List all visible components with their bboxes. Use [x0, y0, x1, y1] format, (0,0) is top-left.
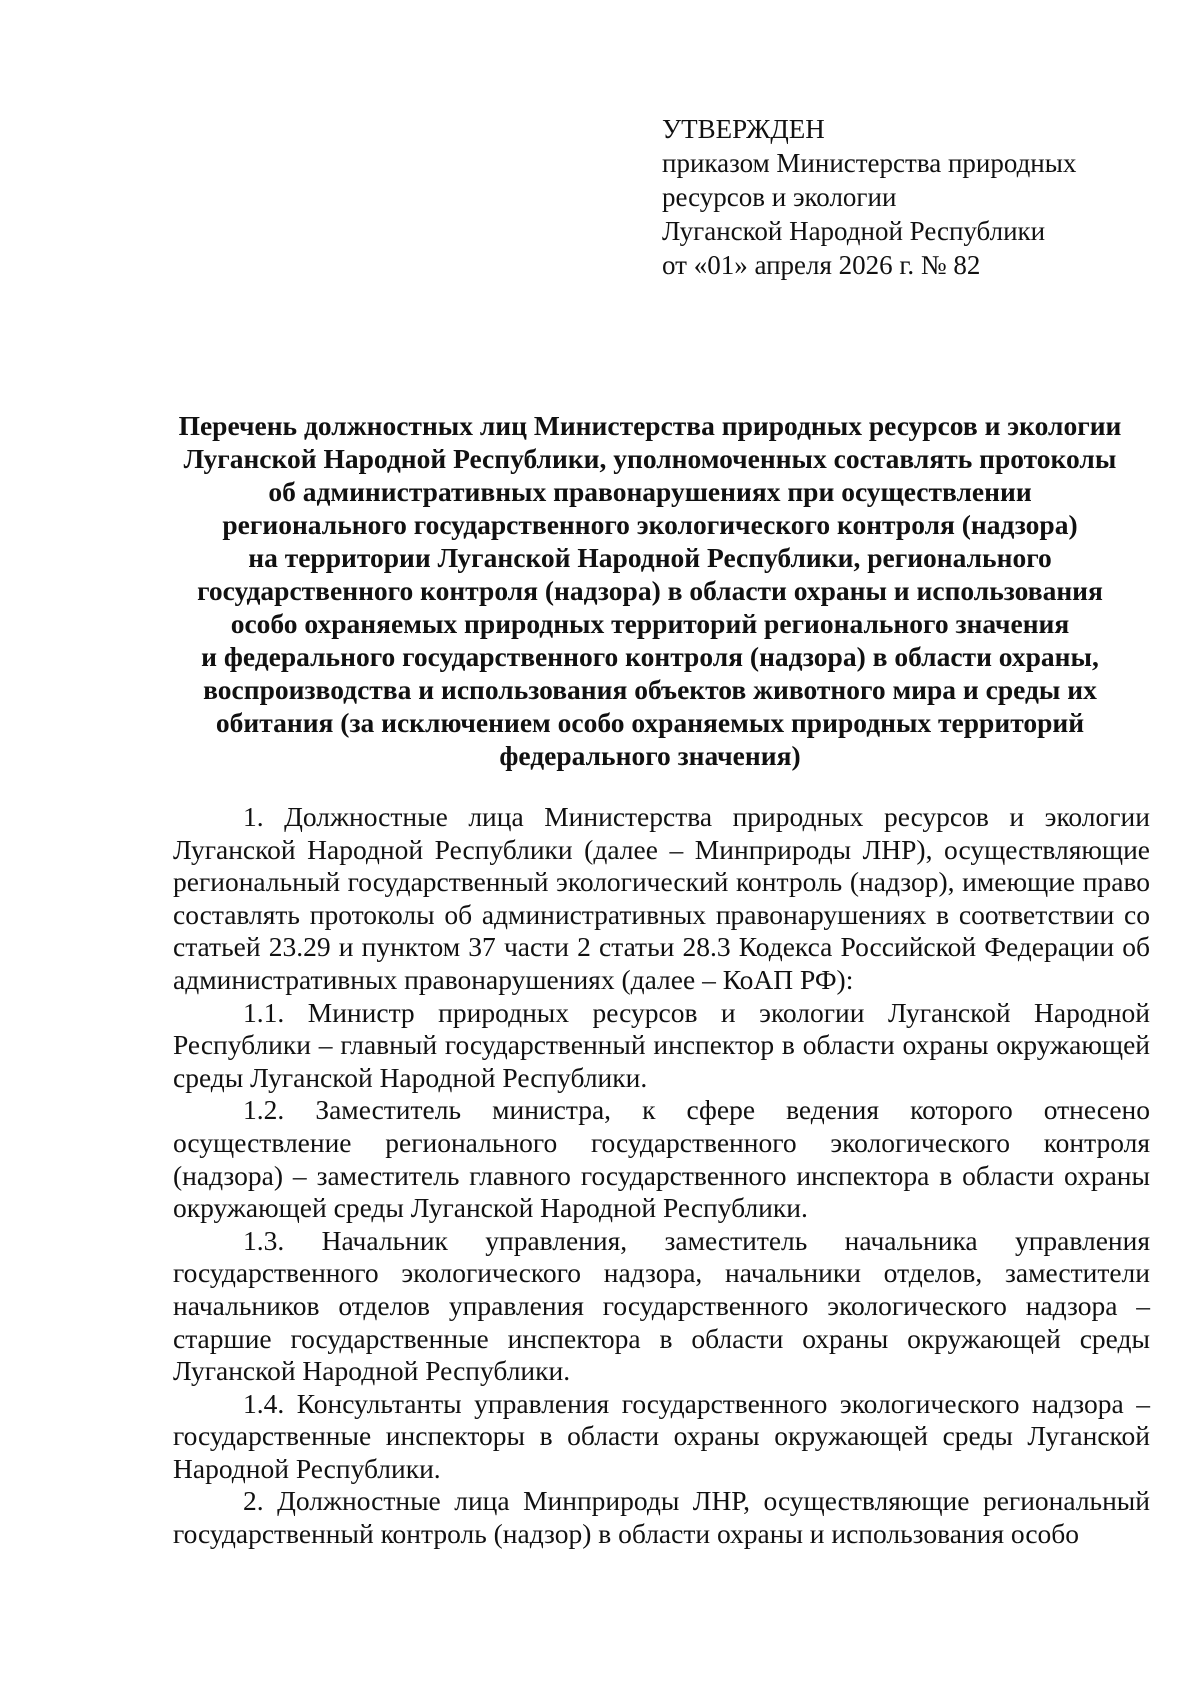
title-line: воспроизводства и использования объектов животного мира и среды их	[203, 674, 1097, 705]
title-line: Перечень должностных лиц Министерства природных ресурсов и экологии	[178, 410, 1122, 441]
paragraph-number: 1.1.	[243, 996, 285, 1028]
paragraph-text: Заместитель министра, к сфере ведения которого отнесено осуществление регионального государственного экологического контроля (надзора) – заместитель главного государственного инспектора в области охраны окружающей среды Луганской Народной Республики.	[173, 1094, 1150, 1224]
title-line: регионального государственного экологического контроля (надзора)	[222, 509, 1078, 540]
paragraph-number: 1.2.	[243, 1094, 285, 1126]
paragraph-number: 1.3.	[243, 1224, 285, 1256]
approval-line: ресурсов и экологии	[662, 182, 897, 212]
title-line: государственного контроля (надзора) в области охраны и использования	[197, 575, 1103, 606]
paragraph-text: Консультанты управления государственного экологического надзора – государственные инспекторы в области охраны окружающей среды Луганской Народной Республики.	[173, 1387, 1150, 1484]
document-title	[150, 409, 1150, 772]
paragraph-text: Должностные лица Министерства природных ресурсов и экологии Луганской Народной Республики (далее – Минприроды ЛНР), осуществляющие региональный государственный экологический контроль (надзор), имеющие право составлять протоколы об административных правонарушениях в соответствии со статьей 23.29 и пунктом 37 части 2 статьи 28.3 Кодекса Российской Федерации об административных правонарушениях (далее – КоАП РФ):	[173, 801, 1150, 995]
title-line: особо охраняемых природных территорий регионального значения	[230, 608, 1070, 639]
title-line: Луганской Народной Республики, уполномоченных составлять протоколы	[183, 443, 1117, 474]
paragraph-1-3	[173, 1225, 1150, 1388]
approval-heading: УТВЕРЖДЕН	[662, 114, 825, 144]
paragraph-1-1	[173, 997, 1150, 1095]
paragraph-number: 1.4.	[243, 1387, 285, 1419]
title-line: обитания (за исключением особо охраняемых природных территорий	[215, 707, 1085, 738]
paragraph-text: Должностные лица Минприроды ЛНР, осуществляющие региональный государственный контроль (надзор) в области охраны и использования особо	[173, 1485, 1150, 1550]
paragraph-text: Министр природных ресурсов и экологии Луганской Народной Республики – главный государственный инспектор в области охраны окружающей среды Луганской Народной Республики.	[173, 996, 1151, 1093]
approval-line: приказом Министерства природных	[662, 148, 1077, 178]
title-line: на территории Луганской Народной Республики, регионального	[248, 542, 1052, 573]
paragraph-text: Начальник управления, заместитель начальника управления государственного экологического надзора, начальники отделов, заместители начальников отделов управления государственного экологического надзора – старшие государственные инспектора в области охраны окружающей среды Луганской Народной Республики.	[173, 1224, 1150, 1387]
paragraph-1	[173, 801, 1150, 997]
paragraph-number: 2.	[243, 1485, 264, 1517]
paragraph-number: 1.	[243, 801, 264, 832]
document-body	[173, 801, 1150, 1551]
approval-date-number: от «01» апреля 2026 г. № 82	[662, 250, 981, 280]
title-line: федерального значения)	[499, 740, 801, 771]
paragraph-2	[173, 1485, 1150, 1550]
title-line: и федерального государственного контроля (надзора) в области охраны,	[201, 641, 1099, 672]
approval-line: Луганской Народной Республики	[662, 216, 1046, 246]
paragraph-1-4	[173, 1388, 1150, 1486]
paragraph-1-2	[173, 1094, 1150, 1224]
approval-block	[662, 112, 1182, 282]
title-line: об административных правонарушениях при осуществлении	[268, 476, 1032, 507]
